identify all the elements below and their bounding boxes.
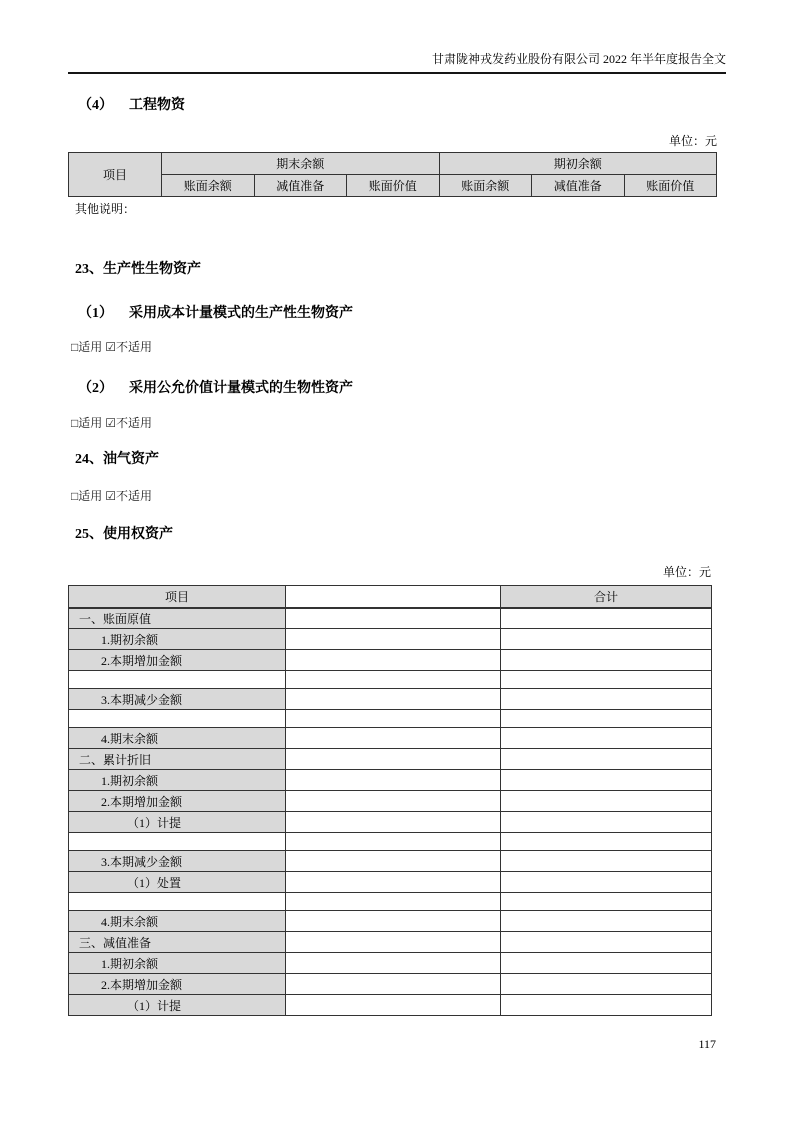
table-row [69,932,712,953]
item-label-cell: 二、累计折旧 [69,749,286,770]
table-row [69,689,712,710]
value-cell [286,770,501,791]
value-cell [286,710,501,728]
total-value-cell [501,770,712,791]
subsection-title: 采用成本计量模式的生产性生物资产 [129,306,353,321]
right-of-use-assets-table [68,585,712,1016]
value-cell [286,953,501,974]
subheader-impairment: 减值准备 [532,175,625,197]
unit-label: 单位：元 [668,134,717,148]
total-value-cell [501,974,712,995]
item-label-cell: 4.期末余额 [69,911,286,932]
item-label-cell: 2.本期增加金额 [69,791,286,812]
table-row [69,872,712,893]
total-value-cell [501,689,712,710]
item-label-cell: 1.期初余额 [69,629,286,650]
total-value-cell [501,995,712,1016]
value-cell [286,791,501,812]
value-cell [286,932,501,953]
subsection-title: 采用公允价值计量模式的生物性资产 [129,381,353,396]
subsection-heading-cost-model [68,305,726,323]
subheader-book-balance: 账面余额 [162,175,255,197]
document-header: 甘肃陇神戎发药业股份有限公司 2022 年半年度报告全文 [431,52,726,66]
table-row [69,770,712,791]
total-value-cell [501,749,712,770]
spacer-row [69,893,712,911]
value-cell [286,608,501,629]
item-column-header: 项目 [69,586,286,608]
value-cell [286,851,501,872]
applicability-checkboxes: □适用 ☑不适用 [71,416,153,430]
table-row [69,812,712,833]
table-header-row [69,153,717,175]
table-header-row [69,586,712,608]
construction-materials-table [68,152,717,197]
item-label-cell: 2.本期增加金额 [69,974,286,995]
value-cell [286,812,501,833]
table-row [69,851,712,872]
item-label-cell: 一、账面原值 [69,608,286,629]
value-cell [286,893,501,911]
period-begin-group-header: 期初余额 [439,153,717,175]
item-label-cell [69,833,286,851]
period-end-group-header: 期末余额 [162,153,440,175]
subsection-number: （2） [78,381,113,396]
unit-label: 单位：元 [662,565,711,579]
table-row [69,791,712,812]
value-cell [286,974,501,995]
total-value-cell [501,893,712,911]
subheader-impairment: 减值准备 [254,175,347,197]
middle-column-header [286,586,501,608]
subheader-book-value: 账面价值 [347,175,440,197]
section-heading-oil-gas-assets: 24、油气资产 [75,452,159,467]
table-row [69,608,712,629]
subheader-book-value: 账面价值 [624,175,717,197]
table-row [69,995,712,1016]
applicability-checkboxes: □适用 ☑不适用 [71,340,153,354]
section-heading-construction-materials [68,97,726,115]
section-heading-productive-bio-assets: 23、生产性生物资产 [75,262,201,277]
item-label-cell: 3.本期减少金额 [69,689,286,710]
total-value-cell [501,953,712,974]
spacer-row [69,833,712,851]
page-number: 117 [698,1037,716,1051]
total-value-cell [501,932,712,953]
item-label-cell [69,893,286,911]
table-row [69,974,712,995]
total-value-cell [501,671,712,689]
value-cell [286,728,501,749]
total-value-cell [501,728,712,749]
applicability-checkboxes: □适用 ☑不适用 [71,489,153,503]
value-cell [286,689,501,710]
value-cell [286,911,501,932]
table-body [69,608,712,1016]
value-cell [286,872,501,893]
value-cell [286,995,501,1016]
item-label-cell: 4.期末余额 [69,728,286,749]
item-column-header: 项目 [69,153,162,197]
total-value-cell [501,812,712,833]
section-title: 工程物资 [129,98,185,113]
section-number: （4） [78,98,113,113]
item-label-cell: （1）处置 [69,872,286,893]
total-value-cell [501,791,712,812]
value-cell [286,650,501,671]
table-row [69,650,712,671]
table-row [69,749,712,770]
table-subheader-row [69,175,717,197]
subsection-number: （1） [78,306,113,321]
value-cell [286,833,501,851]
total-value-cell [501,629,712,650]
total-value-cell [501,710,712,728]
subheader-book-balance: 账面余额 [439,175,532,197]
item-label-cell: 三、减值准备 [69,932,286,953]
item-label-cell: （1）计提 [69,812,286,833]
item-label-cell [69,671,286,689]
total-value-cell [501,872,712,893]
total-value-cell [501,833,712,851]
table-row [69,911,712,932]
item-label-cell: （1）计提 [69,995,286,1016]
total-value-cell [501,608,712,629]
subsection-heading-fair-value-model [68,380,726,398]
total-value-cell [501,851,712,872]
spacer-row [69,671,712,689]
table-row [69,629,712,650]
total-value-cell [501,911,712,932]
value-cell [286,749,501,770]
table-row [69,953,712,974]
item-label-cell: 1.期初余额 [69,770,286,791]
value-cell [286,629,501,650]
table-row [69,728,712,749]
spacer-row [69,710,712,728]
header-rule [68,72,726,74]
item-label-cell: 1.期初余额 [69,953,286,974]
item-label-cell [69,710,286,728]
total-column-header: 合计 [501,586,712,608]
item-label-cell: 3.本期减少金额 [69,851,286,872]
section-heading-right-of-use-assets: 25、使用权资产 [75,527,173,542]
other-note: 其他说明： [75,202,136,216]
value-cell [286,671,501,689]
item-label-cell: 2.本期增加金额 [69,650,286,671]
total-value-cell [501,650,712,671]
